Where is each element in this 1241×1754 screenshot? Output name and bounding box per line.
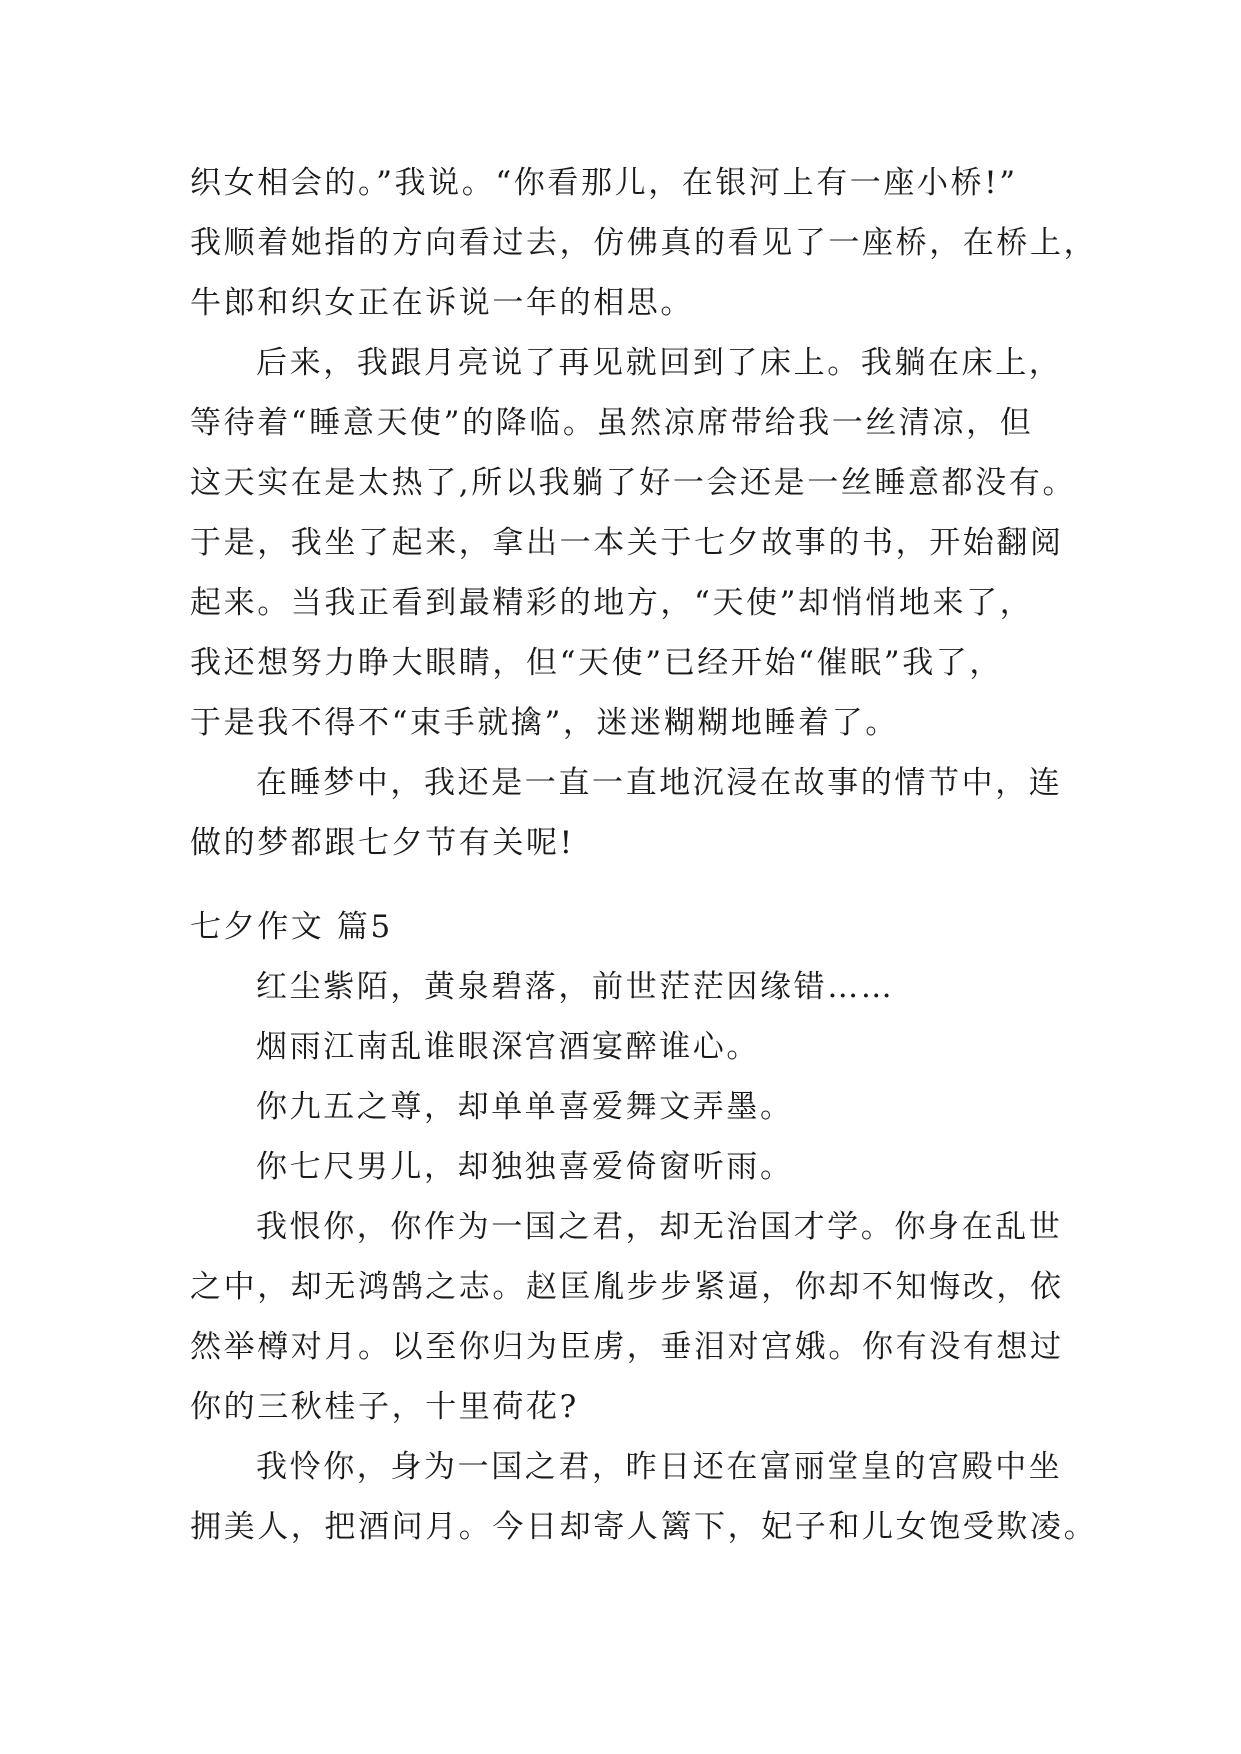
paragraph-line: 我顺着她指的方向看过去，仿佛真的看见了一座桥，在桥上， bbox=[190, 225, 1098, 261]
section-heading: 七夕作文 篇5 bbox=[190, 909, 393, 945]
paragraph-line: 这天实在是太热了,所以我躺了好一会还是一丝睡意都没有。 bbox=[190, 465, 1077, 501]
essay-section-4-continuation bbox=[190, 153, 1098, 873]
paragraph-line: 于是我不得不“束手就擒”，迷迷糊糊地睡着了。 bbox=[190, 705, 899, 741]
paragraph-line: 红尘紫陌，黄泉碧落，前世茫茫因缘错…… bbox=[256, 969, 895, 1005]
paragraph-line: 我恨你，你作为一国之君，却无治国才学。你身在乱世 bbox=[256, 1209, 1063, 1245]
paragraph-line: 拥美人，把酒问月。今日却寄人篱下，妃子和儿女饱受欺凌。 bbox=[190, 1509, 1098, 1545]
paragraph-line: 我怜你，身为一国之君，昨日还在富丽堂皇的宫殿中坐 bbox=[256, 1449, 1063, 1485]
paragraph-line: 之中，却无鸿鹄之志。赵匡胤步步紧逼，你却不知悔改，依 bbox=[190, 1269, 1064, 1305]
essay-section-5 bbox=[190, 897, 1098, 1557]
paragraph-line: 你的三秋桂子，十里荷花? bbox=[190, 1389, 579, 1425]
paragraph-line: 织女相会的。”我说。“你看那儿，在银河上有一座小桥!” bbox=[190, 165, 1018, 201]
paragraph-line: 你七尺男儿，却独独喜爱倚窗听雨。 bbox=[256, 1149, 794, 1185]
paragraph-line: 烟雨江南乱谁眼深宫酒宴醉谁心。 bbox=[256, 1029, 760, 1065]
paragraph-line: 做的梦都跟七夕节有关呢! bbox=[190, 825, 575, 861]
paragraph-line: 然举樽对月。以至你归为臣虏，垂泪对宫娥。你有没有想过 bbox=[190, 1329, 1064, 1365]
paragraph-line: 后来，我跟月亮说了再见就回到了床上。我躺在床上， bbox=[256, 345, 1063, 381]
paragraph-line: 于是，我坐了起来，拿出一本关于七夕故事的书，开始翻阅 bbox=[190, 525, 1064, 561]
paragraph-line: 等待着“睡意天使”的降临。虽然凉席带给我一丝清凉，但 bbox=[190, 405, 1034, 441]
paragraph-line: 在睡梦中，我还是一直一直地沉浸在故事的情节中，连 bbox=[256, 765, 1063, 801]
paragraph-line: 起来。当我正看到最精彩的地方，“天使”却悄悄地来了， bbox=[190, 585, 1034, 621]
paragraph-line: 牛郎和织女正在诉说一年的相思。 bbox=[190, 285, 694, 321]
paragraph-line: 我还想努力睁大眼睛，但“天使”已经开始“催眠”我了， bbox=[190, 645, 1003, 681]
paragraph-line: 你九五之尊，却单单喜爱舞文弄墨。 bbox=[256, 1089, 794, 1125]
